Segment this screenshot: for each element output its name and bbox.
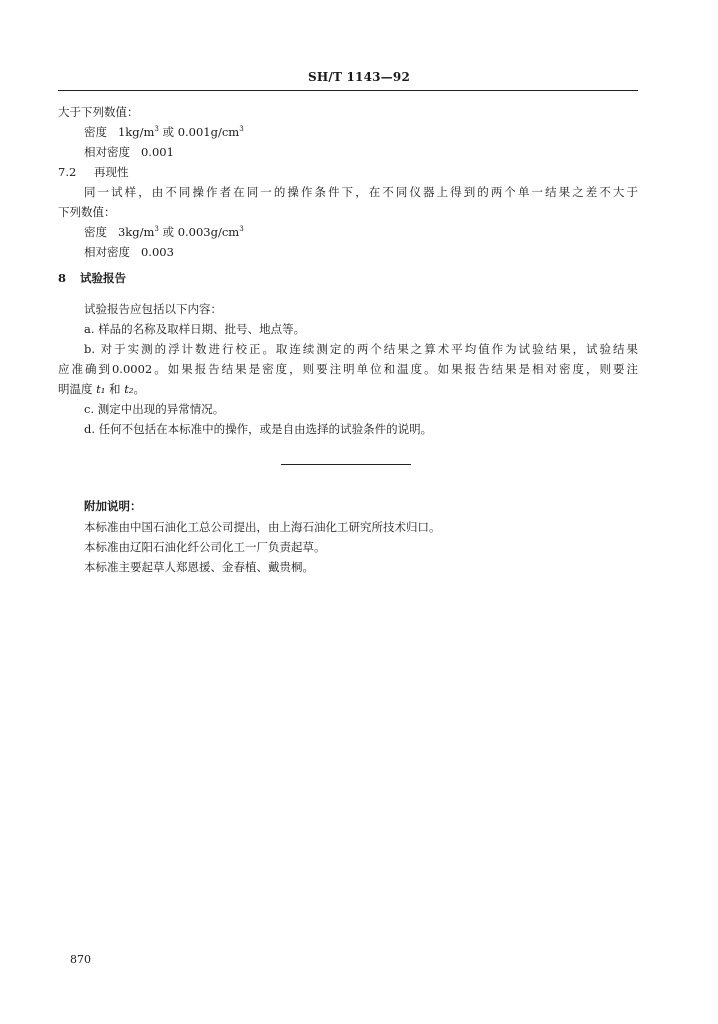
relative-density-value: 0.003 [140,245,174,259]
relative-density-label: 相对密度 [84,145,130,159]
reproducibility-density-line [84,224,244,240]
relative-density-label: 相对密度 [84,245,130,259]
end-divider [281,464,411,465]
repeatability-relative-density-line [84,144,174,160]
density-label: 密度 [84,225,107,239]
report-intro-text: 试验报告应包括以下内容： [84,302,222,316]
report-item-b-cont: 应准确到0.0002。如果报告结果是密度，则要注明单位和温度。如果报告结果是相对密度，则要注 [58,362,638,376]
repeatability-density-line [84,124,244,140]
density-unit-exponent: 3 [154,225,159,234]
period: 。 [133,382,145,396]
section-title: 试验报告 [80,271,126,285]
density-unit-exponent: 3 [239,125,244,134]
additional-note-1: 本标准由中国石油化工总公司提出，由上海石油化工研究所技术归口。 [84,520,441,534]
reproducibility-text-cont: 下列数值： [58,205,116,219]
report-item-b: b. 对于实测的浮计数进行校正。取连续测定的两个结果之算术平均值作为试验结果，试验结果 [84,342,638,356]
and-text: 和 [109,382,121,396]
density-unit-exponent: 3 [154,125,159,134]
section-8-heading [58,270,126,286]
density-value-si: 3kg/m [117,225,155,239]
precision-intro-text: 大于下列数值： [58,105,139,119]
reproducibility-relative-density-line [84,244,174,260]
relative-density-value: 0.001 [140,145,174,159]
or-text: 或 [162,125,175,139]
header-rule [58,90,638,91]
density-value-cgs: 0.003g/cm [177,225,240,239]
temperature-symbol-t1: t₁ [96,382,106,396]
additional-note-2: 本标准由辽阳石油化纤公司化工一厂负责起草。 [84,540,326,554]
temperature-symbol-t2: t₂ [124,382,134,396]
report-item-a: a. 样品的名称及取样日期、批号、地点等。 [84,322,306,336]
document-header: SH/T 1143—92 [308,70,410,84]
density-unit-exponent: 3 [239,225,244,234]
report-item-b-end [58,381,145,397]
density-value-si: 1kg/m [117,125,155,139]
density-value-cgs: 0.001g/cm [177,125,240,139]
temperature-label: 明温度 [58,382,93,396]
reproducibility-text: 同一试样，由不同操作者在同一的操作条件下，在不同仪器上得到的两个单一结果之差不大于 [84,185,638,199]
section-number: 7.2 [58,165,77,179]
section-7-2-heading [58,164,129,180]
report-item-d: d. 任何不包括在本标准中的操作，或是自由选择的试验条件的说明。 [84,422,433,436]
density-label: 密度 [84,125,107,139]
section-number: 8 [58,271,67,285]
page-number: 870 [70,953,91,966]
additional-note-3: 本标准主要起草人郑恩援、金春植、戴贵桐。 [84,560,314,574]
additional-notes-title: 附加说明： [84,499,142,513]
section-title: 再现性 [94,165,129,179]
report-item-c: c. 测定中出现的异常情况。 [84,402,225,416]
or-text: 或 [162,225,175,239]
